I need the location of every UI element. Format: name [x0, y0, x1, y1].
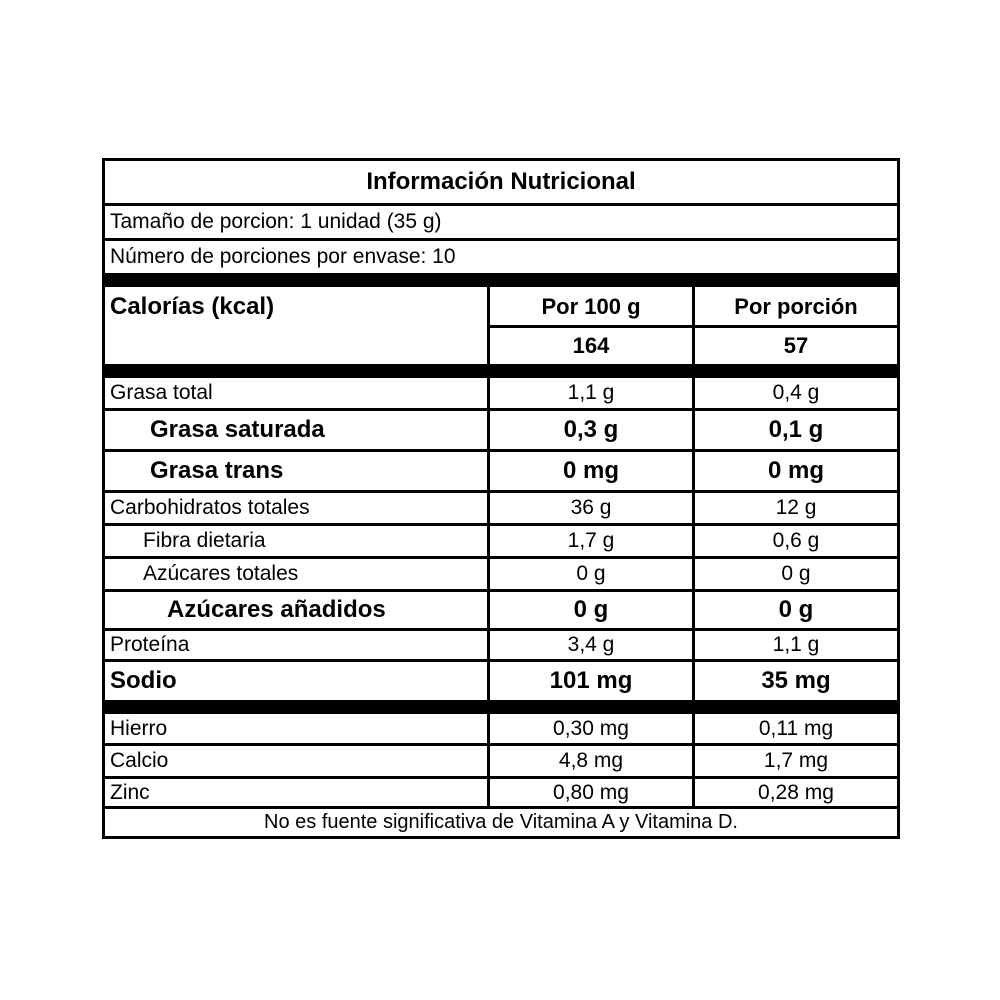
mineral-name: Hierro	[110, 716, 168, 740]
nutrient-portion: 12 g	[775, 496, 817, 519]
column-divider	[692, 287, 695, 364]
mineral-name: Calcio	[110, 749, 169, 772]
mineral-per100: 0,80 mg	[553, 780, 629, 804]
nutrient-portion: 0 g	[781, 562, 811, 585]
nutrition-facts-table	[102, 158, 900, 839]
servings-per-container: Número de porciones por envase: 10	[110, 245, 456, 268]
nutrient-per100: 3,4 g	[567, 633, 615, 656]
thick-divider	[105, 273, 897, 287]
serving-size: Tamaño de porcion: 1 unidad (35 g)	[110, 210, 442, 233]
calories-portion: 57	[783, 333, 809, 358]
nutrient-name: Grasa saturada	[150, 416, 325, 443]
column-divider	[692, 714, 695, 806]
nutrient-portion: 0,4 g	[772, 381, 820, 404]
nutrient-portion: 0 g	[778, 596, 814, 623]
nutrient-portion: 0 mg	[767, 457, 824, 484]
nutrient-portion: 1,1 g	[772, 633, 820, 656]
column-divider	[692, 378, 695, 700]
nutrient-portion: 35 mg	[761, 667, 831, 694]
mineral-portion: 1,7 mg	[763, 749, 829, 772]
thick-divider	[105, 700, 897, 714]
nutrient-per100: 1,7 g	[567, 529, 615, 552]
nutrient-name: Azúcares totales	[143, 562, 299, 585]
mineral-name: Zinc	[110, 780, 150, 804]
mineral-portion: 0,11 mg	[758, 716, 834, 740]
nutrient-name: Grasa trans	[150, 457, 284, 484]
nutrient-name: Azúcares añadidos	[167, 596, 386, 623]
nutrient-name: Carbohidratos totales	[110, 496, 310, 519]
thick-divider	[105, 364, 897, 378]
nutrient-per100: 0,3 g	[563, 416, 619, 443]
nutrient-name: Proteína	[110, 633, 190, 656]
nutrient-portion: 0,6 g	[772, 529, 820, 552]
mineral-portion: 0,28 mg	[758, 780, 834, 804]
nutrient-per100: 0 g	[573, 596, 609, 623]
table-title: Información Nutricional	[366, 168, 636, 195]
nutrient-per100: 101 mg	[549, 667, 633, 694]
column-divider	[487, 378, 490, 700]
calories-label: Calorías (kcal)	[110, 293, 275, 320]
nutrient-per100: 0 g	[576, 562, 606, 585]
nutrient-portion: 0,1 g	[768, 416, 824, 443]
nutrient-per100: 0 mg	[562, 457, 619, 484]
nutrient-name: Fibra dietaria	[143, 529, 266, 552]
column-header-per100: Por 100 g	[541, 294, 641, 319]
column-header-portion: Por porción	[734, 294, 858, 319]
nutrient-per100: 36 g	[570, 496, 612, 519]
footnote: No es fuente significativa de Vitamina A y Vitamina D.	[264, 811, 738, 833]
nutrient-name: Sodio	[110, 667, 177, 694]
column-divider	[487, 714, 490, 806]
mineral-per100: 0,30 mg	[553, 716, 629, 740]
calories-per100: 164	[572, 333, 610, 358]
nutrient-per100: 1,1 g	[567, 381, 615, 404]
mineral-per100: 4,8 mg	[558, 749, 624, 772]
column-divider	[487, 287, 490, 364]
nutrient-name: Grasa total	[110, 381, 213, 404]
